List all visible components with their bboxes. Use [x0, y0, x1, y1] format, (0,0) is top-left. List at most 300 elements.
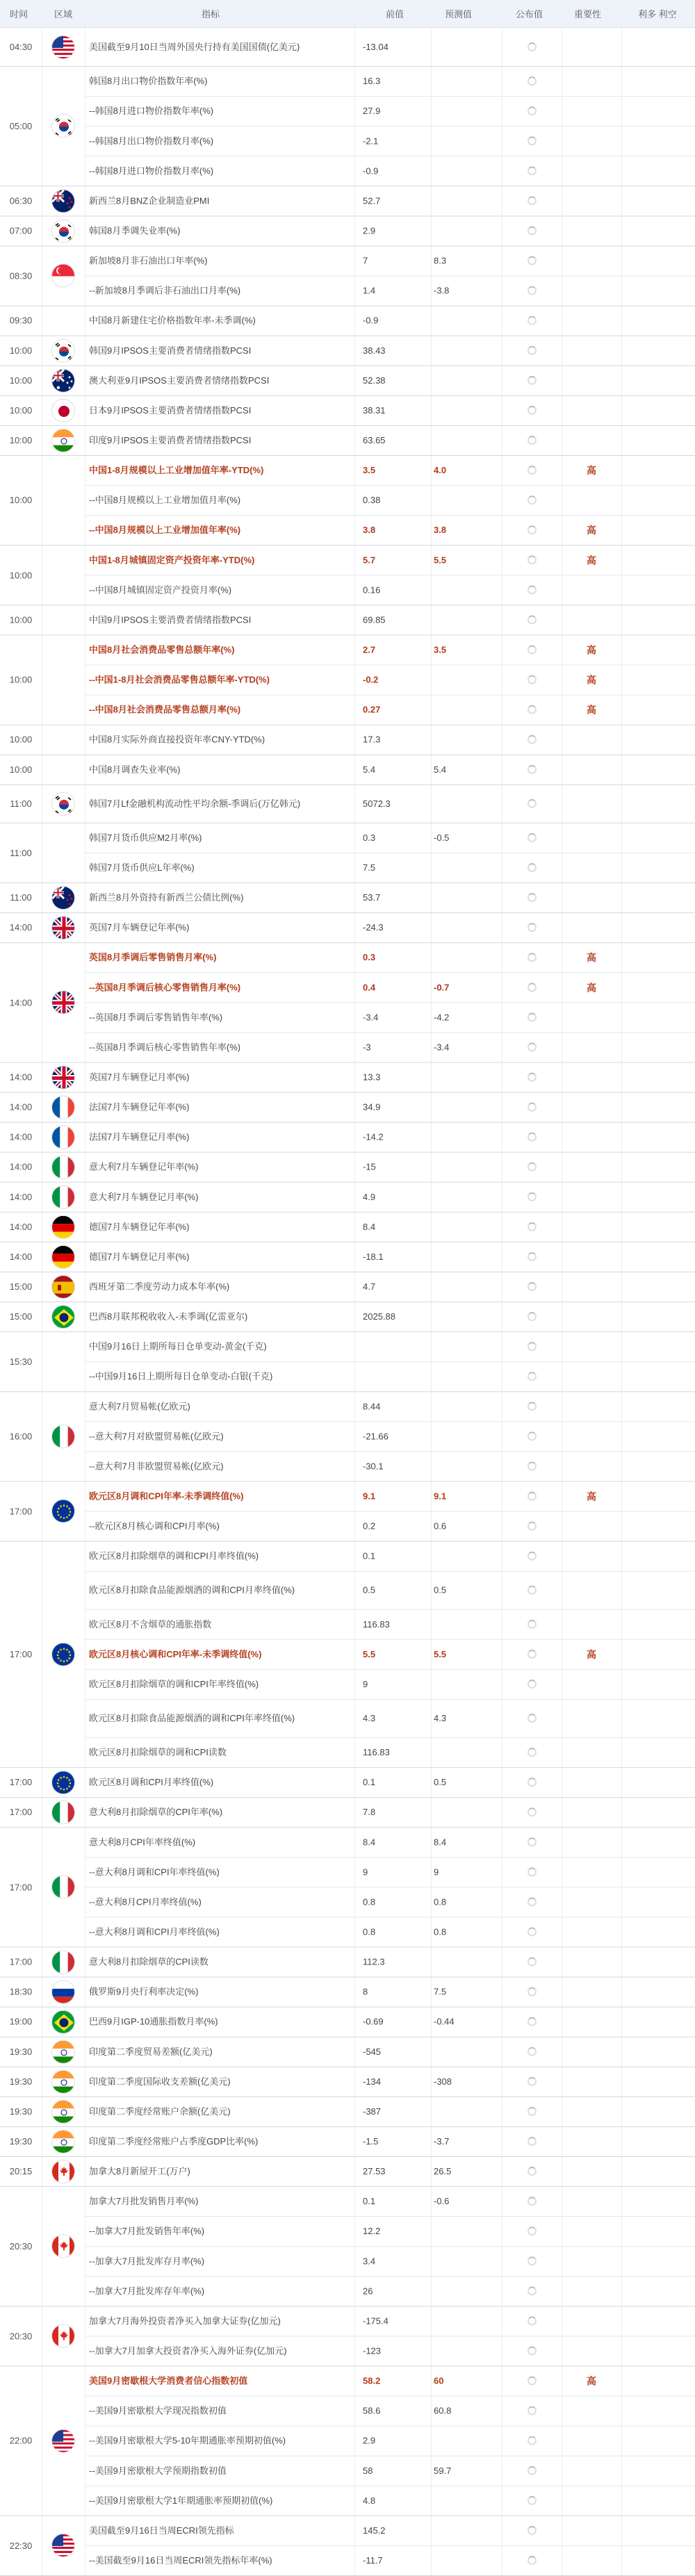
published-value — [502, 1571, 562, 1609]
table-row[interactable] — [0, 485, 695, 515]
previous-value: -24.3 — [363, 922, 384, 933]
indicator-name[interactable] — [85, 1391, 354, 1421]
table-row[interactable] — [0, 276, 695, 306]
table-row[interactable] — [0, 2246, 695, 2276]
table-row[interactable] — [0, 28, 695, 66]
loading-spinner-icon — [528, 1897, 537, 1906]
table-row[interactable] — [0, 634, 695, 664]
table-row[interactable] — [0, 2486, 695, 2516]
indicator-name[interactable] — [85, 2216, 354, 2246]
previous-value: 8 — [363, 1986, 368, 1997]
it-flag-icon — [51, 1185, 75, 1208]
previous-value: -0.69 — [363, 2016, 384, 2027]
event-time: 17:00 — [9, 1777, 33, 1788]
event-time: 11:00 — [10, 892, 32, 903]
previous-value: -11.7 — [363, 2554, 383, 2566]
published-value — [502, 665, 562, 695]
importance-badge: 高 — [587, 674, 596, 686]
forecast-value: 4.0 — [434, 465, 447, 476]
de-flag-icon — [51, 1215, 75, 1238]
indicator-label: 新西兰8月BNZ企业制造业PMI — [89, 195, 210, 206]
previous-value: -30.1 — [363, 1461, 384, 1472]
indicator-name[interactable] — [85, 1092, 354, 1122]
indicator-label: 德国7月车辆登记年率(%) — [89, 1221, 190, 1232]
indicator-name[interactable] — [85, 1767, 354, 1797]
loading-spinner-icon — [528, 645, 537, 654]
event-time: 20:30 — [9, 2240, 33, 2251]
table-row[interactable] — [0, 2306, 695, 2336]
table-row[interactable] — [0, 1669, 695, 1699]
indicator-name[interactable] — [85, 695, 354, 725]
indicator-label: 韩国7月Lf金融机构流动性平均余额-季调后(万亿韩元) — [89, 798, 301, 809]
table-row[interactable] — [0, 1361, 695, 1391]
forecast-value — [431, 2486, 502, 2516]
table-row[interactable] — [0, 1699, 695, 1737]
table-row[interactable] — [0, 823, 695, 853]
indicator-name[interactable] — [85, 2486, 354, 2516]
indicator-name[interactable] — [85, 2336, 354, 2365]
forecast-value — [431, 1947, 502, 1977]
loading-spinner-icon — [528, 2047, 537, 2056]
table-row[interactable] — [0, 2156, 695, 2186]
table-row[interactable] — [0, 1947, 695, 1977]
indicator-name[interactable] — [85, 1182, 354, 1212]
loading-spinner-icon — [528, 1650, 537, 1659]
indicator-name[interactable] — [85, 755, 354, 785]
indicator-name[interactable] — [85, 2306, 354, 2336]
table-row[interactable] — [0, 2366, 695, 2396]
indicator-name[interactable] — [85, 665, 354, 695]
indicator-name[interactable] — [85, 96, 354, 126]
table-row[interactable] — [0, 725, 695, 755]
indicator-name[interactable] — [85, 2186, 354, 2216]
indicator-name[interactable] — [85, 276, 354, 306]
table-row[interactable] — [0, 1331, 695, 1361]
table-row[interactable] — [0, 1609, 695, 1639]
fr-flag-icon — [51, 1125, 75, 1149]
header-forecast: 预测值 — [445, 9, 473, 19]
previous-value: 5.5 — [363, 1648, 376, 1659]
previous-value: 0.27 — [363, 704, 381, 715]
table-row[interactable] — [0, 2037, 695, 2067]
indicator-label: 加拿大7月海外投资者净买入加拿大证券(亿加元) — [89, 2315, 281, 2327]
it-flag-icon — [51, 1875, 75, 1898]
table-row[interactable] — [0, 1272, 695, 1302]
indicator-name[interactable] — [85, 575, 354, 605]
table-row[interactable] — [0, 515, 695, 545]
table-row[interactable] — [0, 1451, 695, 1481]
in-flag-icon — [51, 2129, 75, 2153]
es-flag-icon — [51, 1274, 75, 1298]
indicator-name[interactable] — [85, 2156, 354, 2186]
published-value — [502, 1827, 562, 1857]
loading-spinner-icon — [528, 2256, 537, 2265]
indicator-name[interactable] — [85, 1857, 354, 1887]
table-row[interactable] — [0, 2396, 695, 2426]
table-row[interactable] — [0, 1857, 695, 1887]
indicator-name[interactable] — [85, 634, 354, 664]
indicator-name[interactable] — [85, 2396, 354, 2426]
indicator-name[interactable] — [85, 1797, 354, 1827]
event-time: 19:30 — [9, 2046, 33, 2057]
forecast-value: 9 — [434, 1867, 439, 1878]
table-row[interactable] — [0, 96, 695, 126]
loading-spinner-icon — [528, 2466, 537, 2475]
indicator-name[interactable] — [85, 2246, 354, 2276]
table-row[interactable] — [0, 545, 695, 575]
loading-spinner-icon — [528, 436, 537, 445]
indicator-name[interactable] — [85, 1032, 354, 1062]
previous-value: 0.2 — [363, 1520, 376, 1532]
published-value — [502, 1002, 562, 1032]
previous-value: 5072.3 — [363, 798, 391, 809]
indicator-name[interactable] — [85, 1737, 354, 1767]
table-row[interactable] — [0, 1917, 695, 1946]
loading-spinner-icon — [528, 406, 537, 415]
indicator-label: --加拿大7月加拿大投资者净买入海外证券(亿加元) — [89, 2345, 287, 2356]
loading-spinner-icon — [528, 833, 537, 842]
published-value — [502, 1947, 562, 1977]
indicator-name[interactable] — [85, 306, 354, 336]
in-flag-icon — [51, 2040, 75, 2063]
header-previous: 前值 — [386, 9, 404, 19]
indicator-label: --美国9月密歇根大学5-10年期通胀率预期初值(%) — [89, 2435, 286, 2446]
indicator-name[interactable] — [85, 1451, 354, 1481]
table-row[interactable] — [0, 665, 695, 695]
indicator-name[interactable] — [85, 1481, 354, 1511]
loading-spinner-icon — [528, 286, 537, 295]
table-row[interactable] — [0, 2516, 695, 2545]
loading-spinner-icon — [528, 1103, 537, 1112]
forecast-value — [431, 1797, 502, 1827]
indicator-name[interactable] — [85, 66, 354, 96]
indicator-name[interactable] — [85, 1212, 354, 1242]
indicator-name[interactable] — [85, 336, 354, 366]
indicator-name[interactable] — [85, 1002, 354, 1032]
previous-value: 27.9 — [363, 106, 381, 117]
indicator-label: --意大利8月调和CPI月率终值(%) — [89, 1926, 220, 1937]
indicator-name[interactable] — [85, 1122, 354, 1152]
published-value — [502, 942, 562, 972]
previous-value: 0.1 — [363, 1777, 376, 1788]
table-row[interactable] — [0, 1421, 695, 1451]
table-row[interactable] — [0, 1797, 695, 1827]
table-row[interactable] — [0, 2186, 695, 2216]
table-row[interactable] — [0, 1152, 695, 1182]
table-row[interactable] — [0, 912, 695, 942]
indicator-name[interactable] — [85, 1541, 354, 1571]
indicator-name[interactable] — [85, 725, 354, 755]
indicator-name[interactable] — [85, 156, 354, 186]
previous-value: -0.9 — [363, 315, 379, 326]
forecast-value — [431, 1331, 502, 1361]
table-row[interactable] — [0, 2545, 695, 2575]
indicator-name[interactable] — [85, 1699, 354, 1737]
table-row[interactable] — [0, 156, 695, 186]
loading-spinner-icon — [528, 136, 537, 145]
forecast-value — [431, 1391, 502, 1421]
indicator-name[interactable] — [85, 2276, 354, 2306]
indicator-name[interactable] — [85, 215, 354, 245]
nz-flag-icon — [51, 189, 75, 213]
indicator-name[interactable] — [85, 2097, 354, 2126]
table-row[interactable] — [0, 972, 695, 1002]
forecast-value — [431, 2246, 502, 2276]
indicator-name[interactable] — [85, 2037, 354, 2067]
indicator-name[interactable] — [85, 1827, 354, 1857]
importance-badge: 高 — [587, 554, 596, 566]
indicator-label: --加拿大7月批发销售年率(%) — [89, 2226, 205, 2237]
indicator-name[interactable] — [85, 2067, 354, 2097]
table-row[interactable] — [0, 1737, 695, 1767]
indicator-name[interactable] — [85, 1639, 354, 1669]
indicator-name[interactable] — [85, 2007, 354, 2037]
indicator-name[interactable] — [85, 395, 354, 425]
table-row[interactable] — [0, 126, 695, 156]
event-time: 10:00 — [9, 569, 33, 580]
table-row[interactable] — [0, 1511, 695, 1541]
importance-badge: 高 — [587, 1490, 596, 1502]
table-row[interactable] — [0, 1827, 695, 1857]
indicator-label: 韩国7月货币供应M2月率(%) — [89, 832, 202, 843]
event-time: 20:30 — [9, 2330, 33, 2341]
indicator-name[interactable] — [85, 2426, 354, 2456]
indicator-label: --美国9月密歇根大学预期指数初值 — [89, 2465, 227, 2476]
indicator-label: 欧元区8月调和CPI月率终值(%) — [89, 1777, 214, 1788]
indicator-name[interactable] — [85, 1917, 354, 1946]
kr-flag-icon — [51, 219, 75, 243]
loading-spinner-icon — [528, 1431, 537, 1441]
published-value — [502, 2516, 562, 2545]
event-time: 10:00 — [9, 614, 33, 625]
indicator-name[interactable] — [85, 883, 354, 912]
indicator-name[interactable] — [85, 1302, 354, 1331]
forecast-value: 8.3 — [434, 255, 447, 266]
table-row[interactable] — [0, 215, 695, 245]
indicator-name[interactable] — [85, 545, 354, 575]
indicator-name[interactable] — [85, 942, 354, 972]
loading-spinner-icon — [528, 466, 537, 475]
forecast-value — [431, 425, 502, 455]
published-value — [502, 336, 562, 366]
table-row[interactable] — [0, 1571, 695, 1609]
indicator-name[interactable] — [85, 485, 354, 515]
forecast-value — [431, 2276, 502, 2306]
table-row[interactable] — [0, 1481, 695, 1511]
indicator-name[interactable] — [85, 366, 354, 395]
previous-value: 4.3 — [363, 1712, 376, 1723]
forecast-value — [431, 1182, 502, 1212]
indicator-name[interactable] — [85, 186, 354, 215]
table-row[interactable] — [0, 2126, 695, 2156]
forecast-value: 5.4 — [434, 764, 447, 775]
indicator-name[interactable] — [85, 1571, 354, 1609]
table-row[interactable] — [0, 1302, 695, 1331]
table-row[interactable] — [0, 1767, 695, 1797]
loading-spinner-icon — [528, 1012, 537, 1022]
event-time: 20:15 — [9, 2166, 33, 2177]
table-row[interactable] — [0, 2456, 695, 2486]
table-row[interactable] — [0, 246, 695, 276]
indicator-name[interactable] — [85, 455, 354, 485]
forecast-value: -0.7 — [434, 982, 450, 993]
published-value — [502, 1092, 562, 1122]
forecast-value — [431, 1541, 502, 1571]
event-time: 14:00 — [9, 1101, 33, 1113]
event-time: 10:00 — [9, 674, 33, 685]
indicator-name[interactable] — [85, 1511, 354, 1541]
indicator-name[interactable] — [85, 2456, 354, 2486]
table-row[interactable] — [0, 1092, 695, 1122]
indicator-name[interactable] — [85, 425, 354, 455]
table-row[interactable] — [0, 695, 695, 725]
indicator-name[interactable] — [85, 246, 354, 276]
table-row[interactable] — [0, 1887, 695, 1917]
table-row[interactable] — [0, 2426, 695, 2456]
table-row[interactable] — [0, 1002, 695, 1032]
previous-value: 9 — [363, 1678, 368, 1689]
indicator-name[interactable] — [85, 1947, 354, 1977]
event-time: 14:00 — [9, 1251, 33, 1262]
previous-value: -3 — [363, 1042, 371, 1053]
table-row[interactable] — [0, 575, 695, 605]
indicator-label: --中国8月城镇固定资产投资月率(%) — [89, 584, 232, 596]
published-value — [502, 1541, 562, 1571]
indicator-name[interactable] — [85, 1669, 354, 1699]
table-row[interactable] — [0, 66, 695, 96]
table-row[interactable] — [0, 2067, 695, 2097]
published-value — [502, 755, 562, 785]
forecast-value: 26.5 — [434, 2166, 452, 2177]
previous-value: 8.4 — [363, 1221, 376, 1232]
indicator-label: 巴西8月联邦税收收入-未季调(亿雷亚尔) — [89, 1311, 248, 1322]
published-value — [502, 1451, 562, 1481]
forecast-value — [431, 853, 502, 883]
previous-value: 52.7 — [363, 195, 381, 206]
table-row[interactable] — [0, 883, 695, 912]
published-value — [502, 545, 562, 575]
indicator-label: --中国8月规模以上工业增加值月率(%) — [89, 495, 241, 506]
table-row[interactable] — [0, 455, 695, 485]
table-row[interactable] — [0, 2097, 695, 2126]
published-value — [502, 883, 562, 912]
indicator-name[interactable] — [85, 1361, 354, 1391]
gb-flag-icon — [51, 990, 75, 1014]
table-row[interactable] — [0, 1242, 695, 1272]
indicator-name[interactable] — [85, 2545, 354, 2575]
table-row[interactable] — [0, 1541, 695, 1571]
table-row[interactable] — [0, 755, 695, 785]
indicator-name[interactable] — [85, 1609, 354, 1639]
indicator-name[interactable] — [85, 1977, 354, 2007]
table-row[interactable] — [0, 1391, 695, 1421]
forecast-value — [431, 28, 502, 66]
table-row[interactable] — [0, 425, 695, 455]
indicator-name[interactable] — [85, 1331, 354, 1361]
table-row[interactable] — [0, 1122, 695, 1152]
indicator-name[interactable] — [85, 2126, 354, 2156]
loading-spinner-icon — [528, 1133, 537, 1142]
table-row[interactable] — [0, 2216, 695, 2246]
forecast-value — [431, 725, 502, 755]
published-value — [502, 425, 562, 455]
table-row[interactable] — [0, 785, 695, 823]
indicator-name[interactable] — [85, 1421, 354, 1451]
table-row[interactable] — [0, 1212, 695, 1242]
indicator-name[interactable] — [85, 126, 354, 156]
table-row[interactable] — [0, 605, 695, 634]
indicator-name[interactable] — [85, 1887, 354, 1917]
published-value — [502, 1609, 562, 1639]
event-time: 14:00 — [9, 1072, 33, 1083]
indicator-name[interactable] — [85, 605, 354, 634]
table-row[interactable] — [0, 306, 695, 336]
loading-spinner-icon — [528, 1072, 537, 1081]
table-row[interactable] — [0, 336, 695, 366]
table-row[interactable] — [0, 1639, 695, 1669]
table-row[interactable] — [0, 1032, 695, 1062]
indicator-label: --美国截至9月16日当周ECRI领先指标年率(%) — [89, 2554, 272, 2566]
table-row[interactable] — [0, 1977, 695, 2007]
indicator-name[interactable] — [85, 2516, 354, 2545]
table-row[interactable] — [0, 2336, 695, 2365]
previous-value: 26 — [363, 2286, 373, 2297]
it-flag-icon — [51, 1800, 75, 1824]
indicator-name[interactable] — [85, 515, 354, 545]
published-value — [502, 215, 562, 245]
indicator-name[interactable] — [85, 28, 354, 66]
published-value — [502, 1699, 562, 1737]
indicator-name[interactable] — [85, 823, 354, 853]
table-row[interactable] — [0, 1062, 695, 1092]
previous-value: -21.66 — [363, 1431, 389, 1442]
table-row[interactable] — [0, 1182, 695, 1212]
table-row[interactable] — [0, 2276, 695, 2306]
table-row[interactable] — [0, 366, 695, 395]
loading-spinner-icon — [528, 2017, 537, 2026]
indicator-name[interactable] — [85, 853, 354, 883]
ca-flag-icon — [51, 2160, 75, 2183]
indicator-name[interactable] — [85, 1242, 354, 1272]
indicator-name[interactable] — [85, 1152, 354, 1182]
table-row[interactable] — [0, 395, 695, 425]
indicator-name[interactable] — [85, 972, 354, 1002]
indicator-name[interactable] — [85, 912, 354, 942]
table-row[interactable] — [0, 853, 695, 883]
indicator-name[interactable] — [85, 785, 354, 823]
previous-value: 52.38 — [363, 375, 386, 386]
table-row[interactable] — [0, 2007, 695, 2037]
forecast-value — [431, 1609, 502, 1639]
indicator-label: 欧元区8月扣除烟草的调和CPI年率终值(%) — [89, 1678, 259, 1689]
forecast-value: 4.3 — [434, 1712, 447, 1723]
event-time: 22:30 — [9, 2540, 33, 2551]
published-value — [502, 485, 562, 515]
published-value — [502, 28, 562, 66]
indicator-name[interactable] — [85, 1272, 354, 1302]
previous-value: -123 — [363, 2345, 382, 2356]
indicator-name[interactable] — [85, 1062, 354, 1092]
table-row[interactable] — [0, 942, 695, 972]
table-row[interactable] — [0, 186, 695, 215]
loading-spinner-icon — [528, 1372, 537, 1381]
published-value — [502, 96, 562, 126]
published-value — [502, 1122, 562, 1152]
previous-value: 0.3 — [363, 952, 376, 963]
event-time: 19:00 — [9, 2016, 33, 2027]
indicator-name[interactable] — [85, 2366, 354, 2396]
au-flag-icon — [51, 368, 75, 392]
